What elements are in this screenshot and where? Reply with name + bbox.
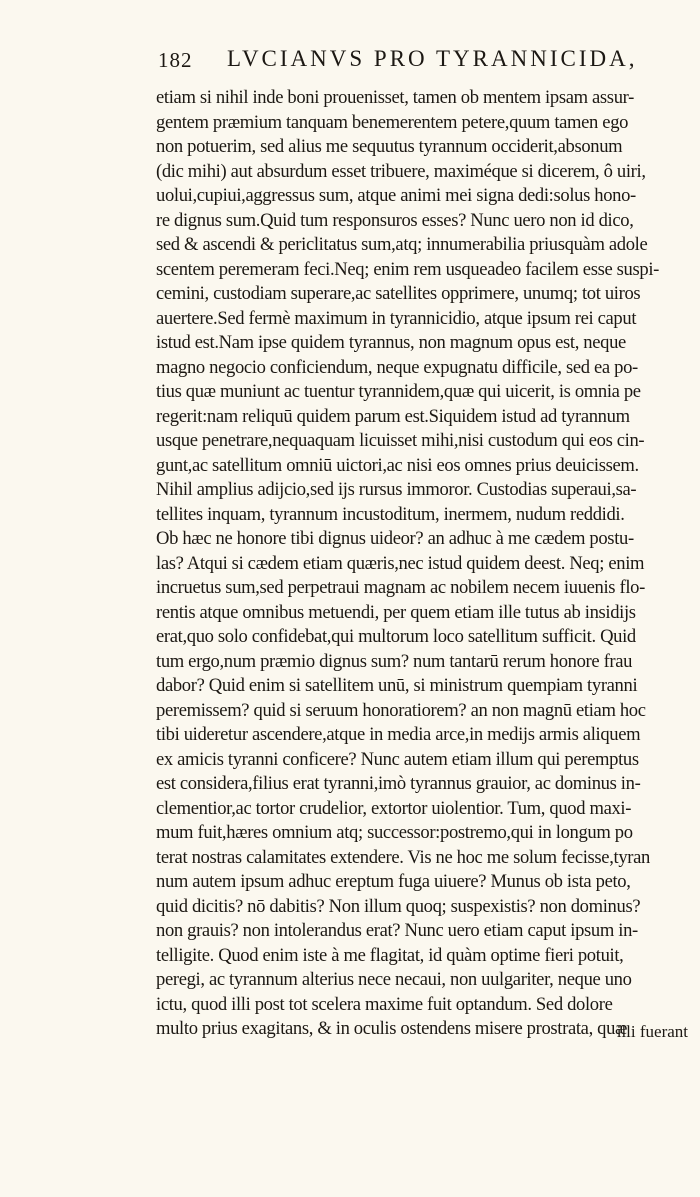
text-line: scentem peremeram feci.Neq; enim rem usqueadeo facilem esse suspi- — [156, 258, 659, 280]
text-line: rentis atque omnibus metuendi, per quem etiam ille tutus ab insidijs — [156, 601, 636, 623]
text-line: erat,quo solo confidebat,qui multorum loco satellitum sufficit. Quid — [156, 626, 636, 647]
folio-number: 182 — [158, 48, 193, 72]
text-line: non grauis? non intolerandus erat? Nunc uero etiam caput ipsum in- — [156, 920, 638, 941]
text-line: tum ergo,num præmio dignus sum? num tantarū rerum honore frau — [156, 650, 633, 672]
text-line: num autem ipsum adhuc ereptum fuga uiuere? Munus ob ista peto, — [156, 871, 631, 892]
text-line: multo prius exagitans, & in oculis ostendens misere prostrata, quæ — [156, 1018, 628, 1039]
page-header — [152, 44, 638, 74]
text-line: ictu, quod illi post tot scelera maxime fuit optandum. Sed dolore — [156, 993, 613, 1015]
text-line: auertere.Sed fermè maximum in tyrannicidio, atque ipsum rei caput — [156, 307, 637, 329]
running-title: LVCIANVS PRO TYRANNICIDA, — [227, 46, 638, 71]
text-line: peregi, ac tyrannum alterius nece necaui, non uulgariter, neque uno — [156, 969, 632, 990]
text-line: regerit:nam reliquū quidem parum est.Siquidem istud ad tyrannum — [156, 405, 630, 427]
text-line: dabor? Quid enim si satellitem unū, si ministrum quempiam tyranni — [156, 675, 638, 696]
text-line: Ob hæc ne honore tibi dignus uideor? an adhuc à me cædem postu- — [156, 528, 634, 549]
text-line: cemini, custodiam superare,ac satellites opprimere, unumq; tot uiros — [156, 283, 641, 304]
text-line: istud est.Nam ipse quidem tyrannus, non magnum opus est, neque — [156, 332, 626, 353]
text-line: tibi uideretur ascendere,atque in media arce,in medijs armis aliquem — [156, 724, 641, 745]
text-line: quid dicitis? nō dabitis? Non illum quoq; suspexistis? non dominus? — [156, 895, 641, 917]
text-line: telligite. Quod enim iste à me flagitat, id quàm optime fieri potuit, — [156, 944, 624, 966]
text-line: peremissem? quid si seruum honoratiorem? an non magnū etiam hoc — [156, 699, 646, 721]
text-line: tellites inquam, tyrannum incustoditum, inermem, nudum reddidi. — [156, 503, 625, 525]
text-line: Nihil amplius adijcio,sed ijs rursus immoror. Custodias superaui,sa- — [156, 479, 637, 500]
text-line: las? Atqui si cædem etiam quæris,nec istud quidem deest. Neq; enim — [156, 552, 645, 574]
text-line: (dic mihi) aut absurdum esset tribuere, maximéque si dicerem, ô uiri, — [156, 160, 646, 182]
text-line: magno negocio conficiendum, neque expugnatu difficile, sed ea po- — [156, 356, 638, 378]
catchword: illi fuerant — [616, 1022, 688, 1041]
text-line: non potuerim, sed alius me sequutus tyrannum occiderit,absonum — [156, 136, 623, 157]
body-text — [156, 86, 686, 1042]
text-line: gentem præmium tanquam benemerentem petere,quum tamen ego — [156, 111, 629, 133]
text-line: sed & ascendi & periclitatus sum,atq; innumerabilia priusquàm adole — [156, 234, 648, 255]
text-line: clementior,ac tortor crudelior, extortor uiolentior. Tum, quod maxi- — [156, 797, 632, 819]
text-line: terat nostras calamitates extendere. Vis ne hoc me solum fecisse,tyran — [156, 846, 650, 868]
text-line: mum fuit,hæres omnium atq; successor:postremo,qui in longum po — [156, 822, 633, 843]
text-line: re dignus sum.Quid tum responsuros esses? Nunc uero non id dico, — [156, 209, 634, 231]
text-line: tius quæ muniunt ac tuentur tyrannidem,quæ qui uicerit, is omnia pe — [156, 381, 641, 402]
text-line: ex amicis tyranni conficere? Nunc autem etiam illum qui peremptus — [156, 748, 639, 770]
text-line: est considera,filius erat tyranni,imò tyrannus grauior, ac dominus in- — [156, 773, 641, 794]
text-line: uolui,cupiui,aggressus sum, atque animi mei signa dedi:solus hono- — [156, 185, 636, 206]
text-line: etiam si nihil inde boni prouenisset, tamen ob mentem ipsam assur- — [156, 87, 634, 108]
text-line: usque penetrare,nequaquam licuisset mihi,nisi custodum qui eos cin- — [156, 430, 645, 451]
text-line: incruetus sum,sed perpetraui magnam ac nobilem necem iuuenis flo- — [156, 577, 645, 598]
text-line: gunt,ac satellitum omniū uictori,ac nisi eos omnes prius deuicissem. — [156, 454, 639, 476]
